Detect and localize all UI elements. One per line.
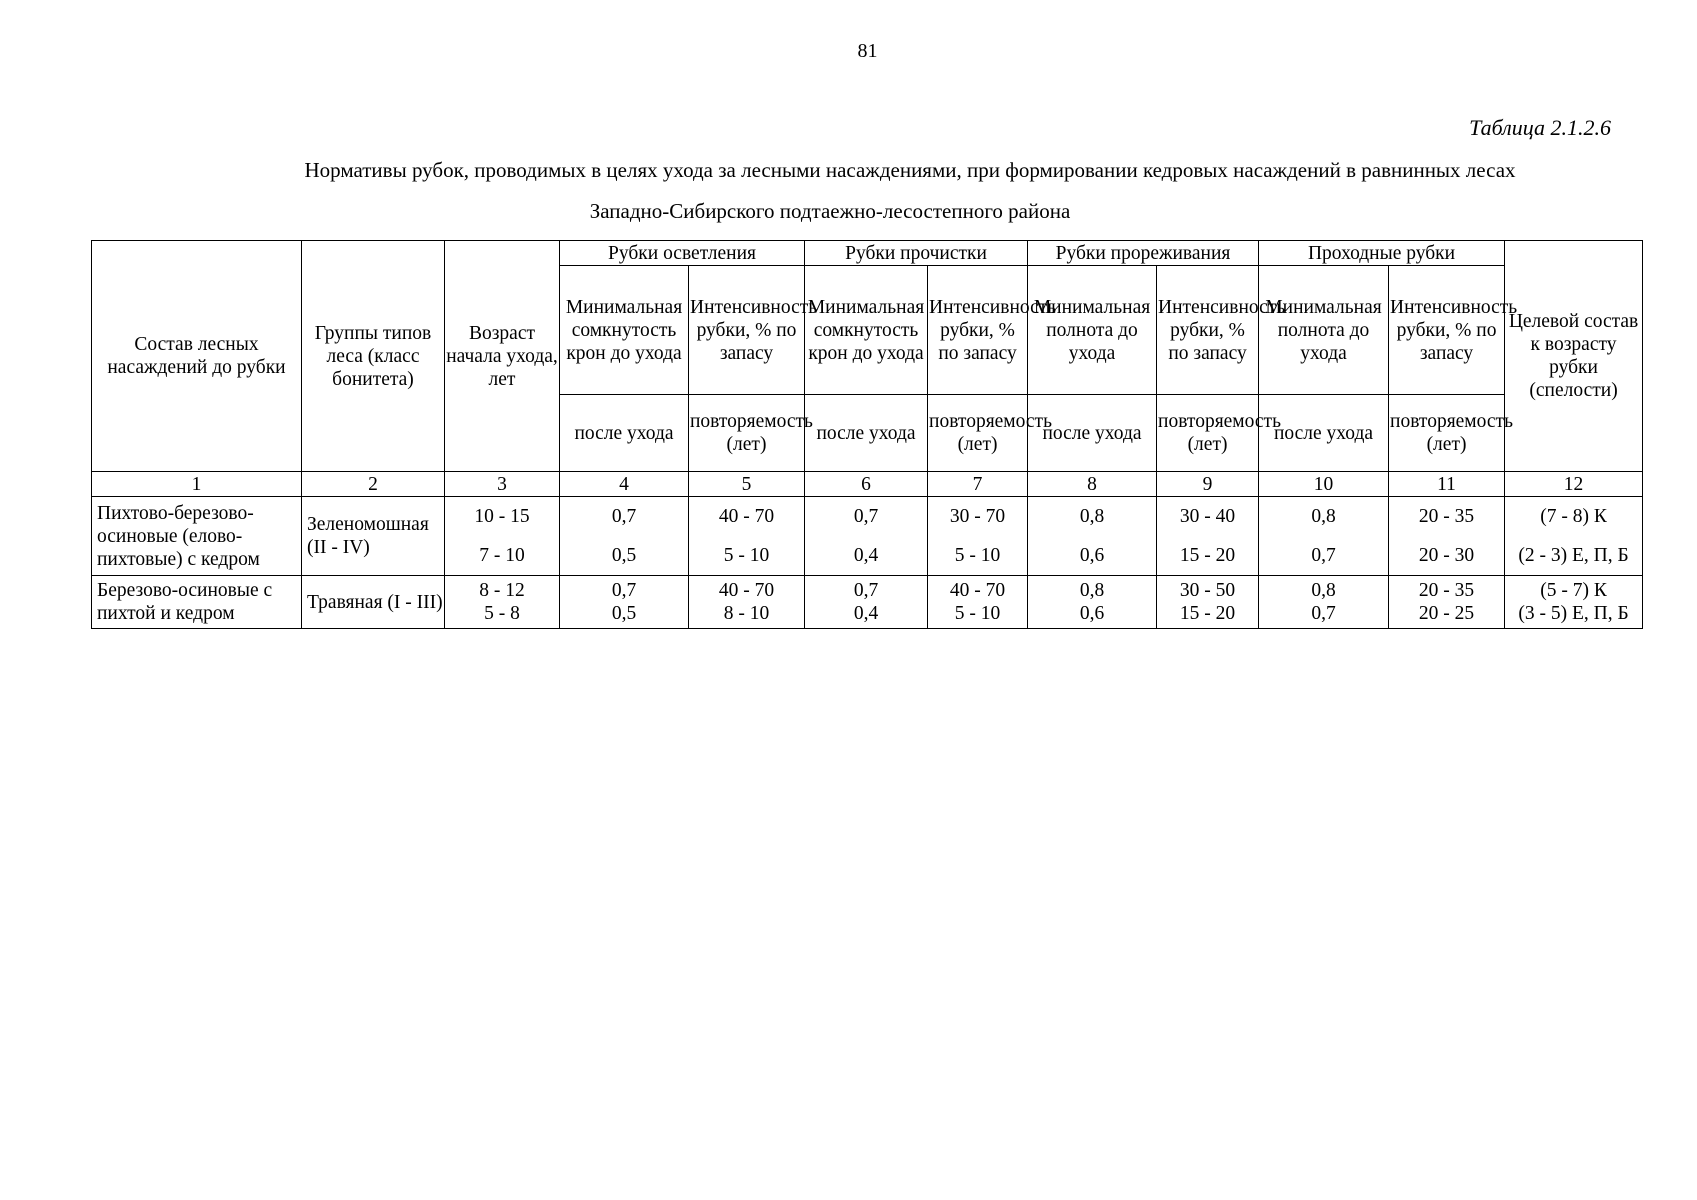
header-sub2-2: повторяемость (лет) xyxy=(689,395,805,472)
header-group-osvetlenie: Рубки осветления xyxy=(560,241,805,266)
cell-value: 10 - 15 xyxy=(474,506,530,527)
cell-c10 xyxy=(1259,576,1389,629)
column-number: 4 xyxy=(560,472,689,497)
header-sub2-3: после ухода xyxy=(805,395,928,472)
cell-c9 xyxy=(1157,497,1259,576)
cell-forest-type: Травяная (I - III) xyxy=(302,576,445,629)
cell-c6 xyxy=(805,497,928,576)
table-label: Таблица 2.1.2.6 xyxy=(1469,115,1611,140)
column-number: 3 xyxy=(445,472,560,497)
column-number-row xyxy=(92,472,1643,497)
cell-c7 xyxy=(928,497,1028,576)
header-sub-1: Минимальная сомкнутость крон до ухода xyxy=(560,266,689,395)
header-sub-3: Минимальная сомкнутость крон до ухода xyxy=(805,266,928,395)
cell-value: 0,8 xyxy=(1079,506,1105,527)
column-number: 6 xyxy=(805,472,928,497)
cell-c11 xyxy=(1389,497,1505,576)
cell-value: 40 - 70 xyxy=(718,580,775,601)
cell-value: 0,7 xyxy=(853,580,879,601)
header-sub-2: Интенсивность рубки, % по запасу xyxy=(689,266,805,395)
header-age: Возраст начала ухода, лет xyxy=(445,241,560,472)
norms-table xyxy=(91,240,1643,629)
column-number: 9 xyxy=(1157,472,1259,497)
column-number: 8 xyxy=(1028,472,1157,497)
header-group-prochistka: Рубки прочистки xyxy=(805,241,1028,266)
header-forest-type: Группы типов леса (класс бонитета) xyxy=(302,241,445,472)
cell-value: 15 - 20 xyxy=(1179,545,1236,566)
column-number: 2 xyxy=(302,472,445,497)
cell-value: 8 - 12 xyxy=(479,580,525,601)
column-number: 5 xyxy=(689,472,805,497)
header-sub2-4: повторяемость (лет) xyxy=(928,395,1028,472)
cell-value: 0,6 xyxy=(1079,545,1105,566)
header-sub2-7: после ухода xyxy=(1259,395,1389,472)
cell-value: (2 - 3) Е, П, Б xyxy=(1518,545,1629,566)
header-group-prorezhivanie: Рубки прореживания xyxy=(1028,241,1259,266)
cell-c5 xyxy=(689,497,805,576)
header-sub-5: Минимальная полнота до ухода xyxy=(1028,266,1157,395)
cell-c4 xyxy=(560,576,689,629)
cell-value: 0,5 xyxy=(611,545,637,566)
header-target-composition: Целевой состав к возрасту рубки (спелости) xyxy=(1505,241,1643,472)
column-number: 10 xyxy=(1259,472,1389,497)
header-group-prokhodnye: Проходные рубки xyxy=(1259,241,1505,266)
cell-value: 0,4 xyxy=(853,545,879,566)
cell-value: (7 - 8) К xyxy=(1540,506,1607,527)
cell-value: 0,7 xyxy=(611,506,637,527)
cell-value: 20 - 35 xyxy=(1418,506,1475,527)
cell-value: 0,8 xyxy=(1079,580,1105,601)
header-sub2-5: после ухода xyxy=(1028,395,1157,472)
header-sub-4: Интенсивность рубки, % по запасу xyxy=(928,266,1028,395)
cell-value: 30 - 70 xyxy=(949,506,1006,527)
cell-value: 0,8 xyxy=(1311,580,1336,601)
cell-value: 20 - 25 xyxy=(1418,603,1475,624)
header-sub2-1: после ухода xyxy=(560,395,689,472)
cell-value: 5 - 8 xyxy=(484,603,520,624)
cell-value: 0,4 xyxy=(853,603,879,624)
cell-value: 40 - 70 xyxy=(949,580,1006,601)
cell-value: 20 - 30 xyxy=(1418,545,1475,566)
table-title-line2: Западно-Сибирского подтаежно-лесостепного района xyxy=(589,199,1071,223)
cell-c11 xyxy=(1389,576,1505,629)
cell-age xyxy=(445,497,560,576)
cell-value: 8 - 10 xyxy=(723,603,770,624)
cell-value: 5 - 10 xyxy=(723,545,770,566)
table-row xyxy=(92,576,1643,629)
cell-composition: Пихтово-березово-осиновые (елово-пихтовые) с кедром xyxy=(92,497,302,576)
column-number: 1 xyxy=(92,472,302,497)
cell-value: 30 - 40 xyxy=(1179,506,1236,527)
cell-c8 xyxy=(1028,497,1157,576)
cell-c4 xyxy=(560,497,689,576)
cell-value: (3 - 5) Е, П, Б xyxy=(1518,603,1629,624)
cell-value: 20 - 35 xyxy=(1418,580,1475,601)
cell-value: 0,7 xyxy=(1311,603,1336,624)
cell-value: 0,7 xyxy=(1311,545,1336,566)
cell-value: 7 - 10 xyxy=(479,545,525,566)
cell-value: 0,7 xyxy=(611,580,637,601)
cell-c10 xyxy=(1259,497,1389,576)
cell-c8 xyxy=(1028,576,1157,629)
cell-c9 xyxy=(1157,576,1259,629)
cell-target xyxy=(1505,576,1643,629)
cell-composition: Березово-осиновые с пихтой и кедром xyxy=(92,576,302,629)
header-sub2-8: повторяемость (лет) xyxy=(1389,395,1505,472)
cell-value: 40 - 70 xyxy=(718,506,775,527)
cell-value: 15 - 20 xyxy=(1179,603,1236,624)
cell-age xyxy=(445,576,560,629)
page-number: 81 xyxy=(857,40,878,62)
column-number: 11 xyxy=(1389,472,1505,497)
column-number: 12 xyxy=(1505,472,1643,497)
cell-c6 xyxy=(805,576,928,629)
header-row-groups xyxy=(92,241,1643,266)
cell-forest-type: Зеленомошная (II - IV) xyxy=(302,497,445,576)
cell-value: 0,7 xyxy=(853,506,879,527)
header-composition: Состав лесных насаждений до рубки xyxy=(92,241,302,472)
cell-c5 xyxy=(689,576,805,629)
header-sub-7: Минимальная полнота до ухода xyxy=(1259,266,1389,395)
cell-value: 0,5 xyxy=(611,603,637,624)
cell-value: 30 - 50 xyxy=(1179,580,1236,601)
cell-value: 0,6 xyxy=(1079,603,1105,624)
cell-value: 0,8 xyxy=(1311,506,1336,527)
cell-value: 5 - 10 xyxy=(954,545,1001,566)
cell-target xyxy=(1505,497,1643,576)
column-number: 7 xyxy=(928,472,1028,497)
header-sub-8: Интенсивность рубки, % по запасу xyxy=(1389,266,1505,395)
cell-value: (5 - 7) К xyxy=(1540,580,1607,601)
cell-c7 xyxy=(928,576,1028,629)
table-row xyxy=(92,497,1643,576)
header-sub2-6: повторяемость (лет) xyxy=(1157,395,1259,472)
cell-value: 5 - 10 xyxy=(954,603,1001,624)
table-title-line1: Нормативы рубок, проводимых в целях ухода за лесными насаждениями, при формировании кедровых насаждений в равнинных лесах xyxy=(304,158,1516,182)
header-sub-6: Интенсивность рубки, % по запасу xyxy=(1157,266,1259,395)
